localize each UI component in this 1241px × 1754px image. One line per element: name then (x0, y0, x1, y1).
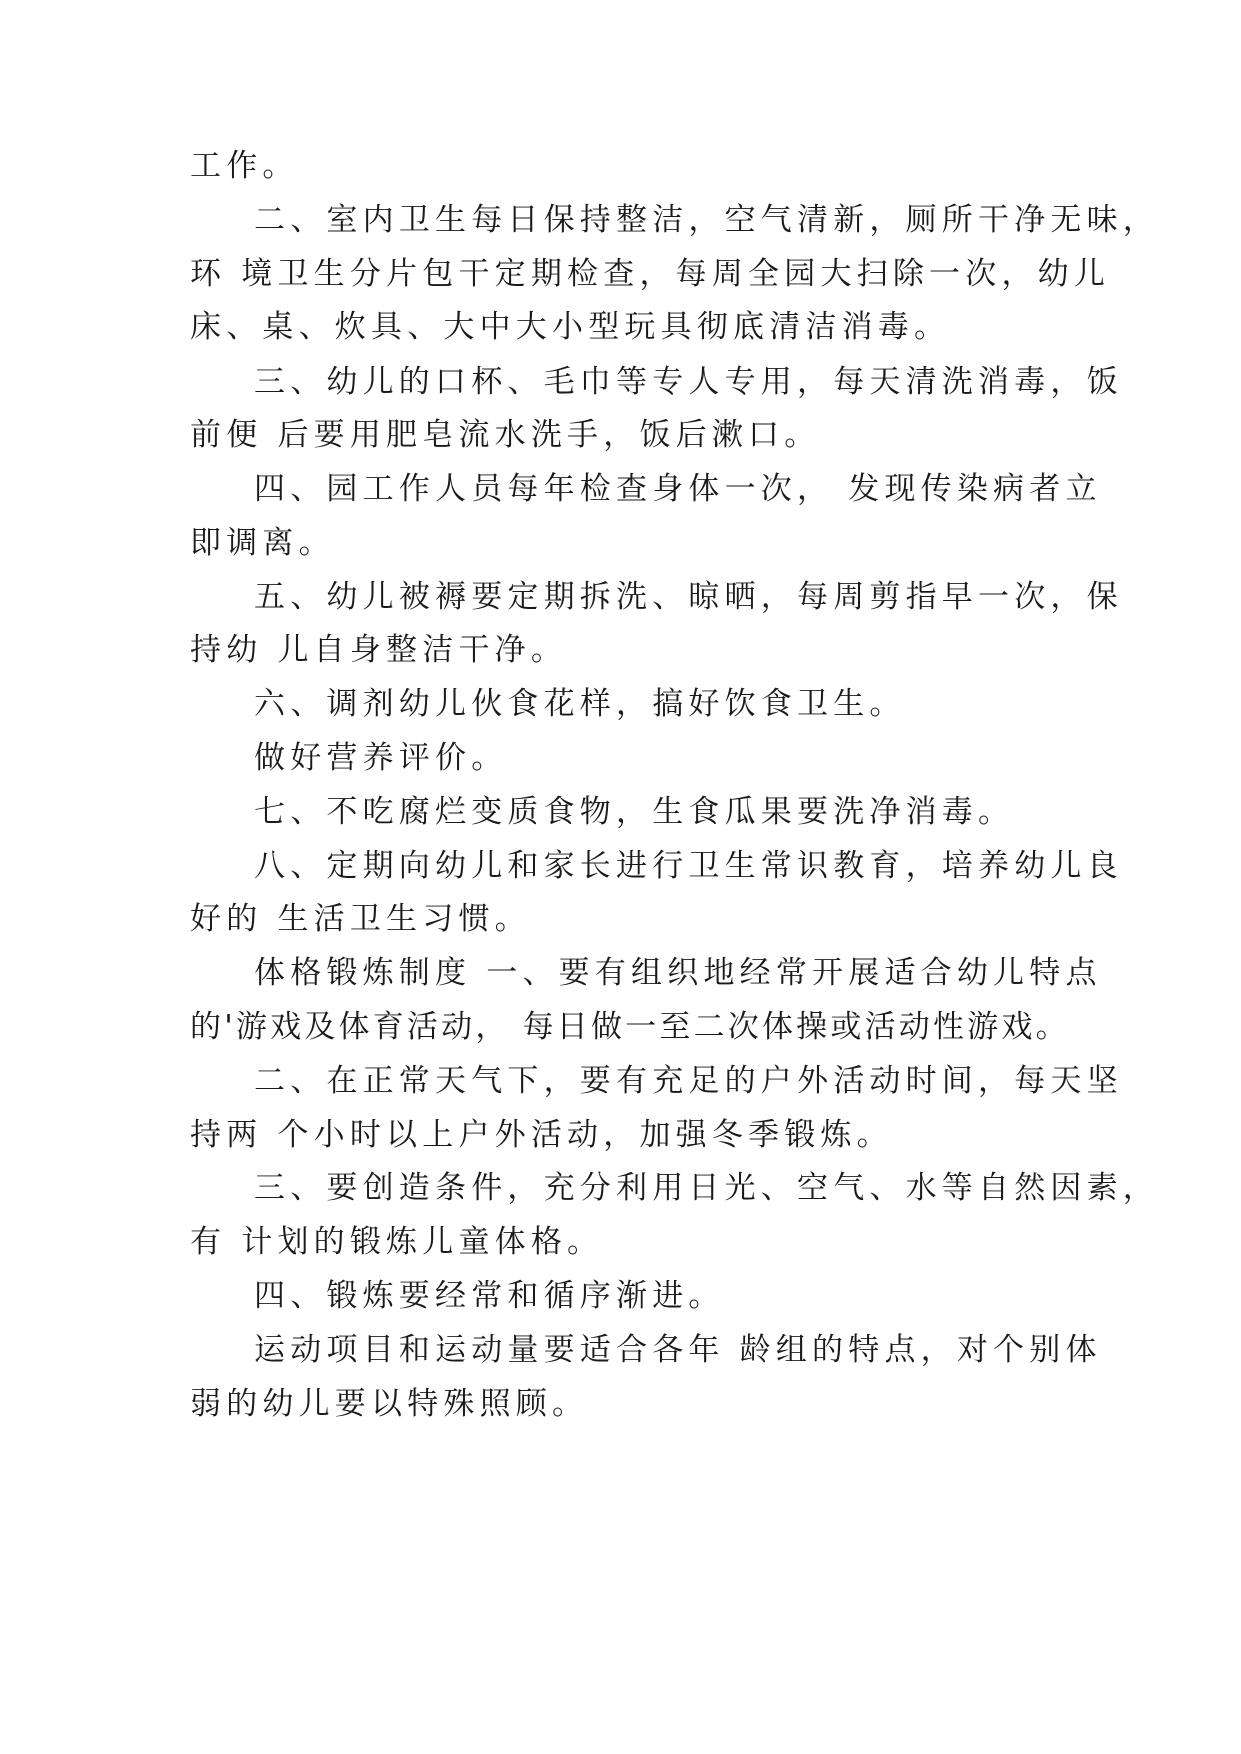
text-line: 二、室内卫生每日保持整洁，空气清新，厕所干净无味， (254, 202, 1159, 238)
text-line: 六、调剂幼儿伙食花样，搞好饮食卫生。 (254, 686, 906, 722)
text-line: 做好营养评价。 (254, 740, 508, 776)
text-line: 四、园工作人员每年检查身体一次， 发现传染病者立 (254, 471, 1102, 507)
text-line: 八、定期向幼儿和家长进行卫生常识教育，培养幼儿良 (254, 848, 1123, 884)
text-line: 运动项目和运动量要适合各年 龄组的特点，对个别体 (254, 1332, 1102, 1368)
text-line: 持两 个小时以上户外活动，加强冬季锻炼。 (190, 1117, 893, 1153)
text-line: 的'游戏及体育活动， 每日做一至二次体操或活动性游戏。 (190, 1009, 1070, 1045)
text-line: 好的 生活卫生习惯。 (190, 901, 531, 937)
text-line: 四、锻炼要经常和循序渐进。 (254, 1278, 725, 1314)
text-line: 持幼 儿自身整洁干净。 (190, 632, 568, 668)
text-line: 床、桌、炊具、大中大小型玩具彻底清洁消毒。 (190, 309, 951, 345)
text-line: 二、在正常天气下，要有充足的户外活动时间，每天坚 (254, 1063, 1123, 1099)
text-line: 有 计划的锻炼儿童体格。 (190, 1224, 604, 1260)
text-line: 七、不吃腐烂变质食物，生食瓜果要洗净消毒。 (254, 794, 1015, 830)
text-line: 弱的幼儿要以特殊照顾。 (190, 1386, 589, 1422)
text-line: 三、要创造条件，充分利用日光、空气、水等自然因素， (254, 1170, 1159, 1206)
text-line: 环 境卫生分片包干定期检查，每周全园大扫除一次，幼儿 (190, 256, 1111, 292)
text-line: 五、幼儿被褥要定期拆洗、晾晒，每周剪指早一次，保 (254, 579, 1123, 615)
text-line: 体格锻炼制度 一、要有组织地经常开展适合幼儿特点 (254, 955, 1102, 991)
text-line: 即调离。 (190, 525, 335, 561)
text-line: 工作。 (190, 148, 299, 184)
text-line: 前便 后要用肥皂流水洗手，饭后漱口。 (190, 417, 821, 453)
text-line: 三、幼儿的口杯、毛巾等专人专用，每天清洗消毒，饭 (254, 364, 1123, 400)
